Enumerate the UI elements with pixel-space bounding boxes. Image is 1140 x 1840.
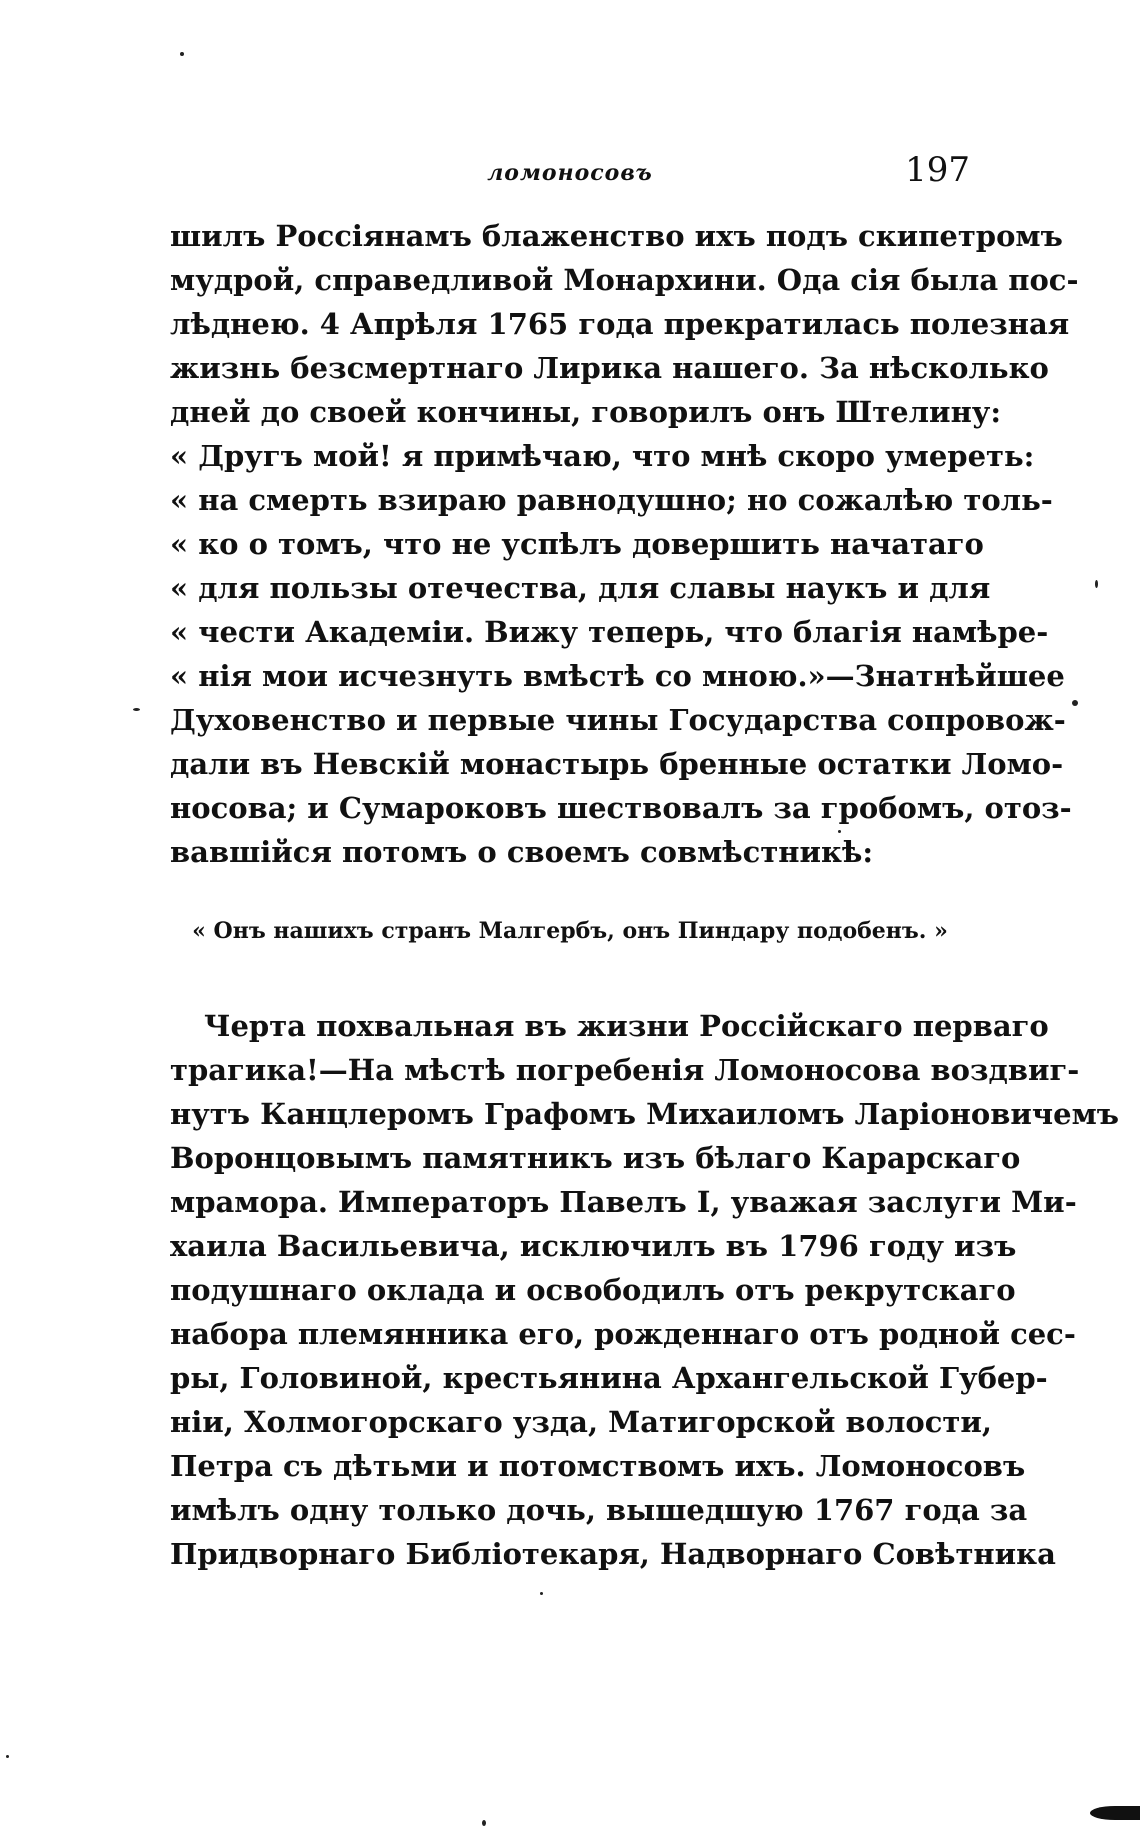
scan-speck (482, 1820, 486, 1826)
text-line: « Другъ мой! я примѣчаю, что мнѣ скоро умереть: (170, 439, 1035, 473)
text-line: лѣднею. 4 Апрѣля 1765 года прекратилась полезная (170, 307, 1070, 341)
verse-quote: « Онъ нашихъ странъ Малгербъ, онъ Пиндару подобенъ. » (192, 918, 948, 944)
scan-speck (1072, 700, 1078, 706)
text-line: « на смерть взираю равнодушно; но сожалѣю толь- (170, 483, 1053, 517)
text-line: подушнаго оклада и освободилъ отъ рекрутскаго (170, 1273, 1016, 1307)
scan-speck (6, 1755, 9, 1758)
text-line: шилъ Россіянамъ блаженство ихъ подъ скипетромъ (170, 219, 1063, 253)
text-line: имѣлъ одну только дочь, вышедшую 1767 года за (170, 1493, 1028, 1527)
text-line: Черта похвальная въ жизни Россійскаго перваго (204, 1009, 1049, 1043)
text-line: мрамора. Императоръ Павелъ I, уважая заслуги Ми- (170, 1185, 1077, 1219)
text-line: ніи, Холмогорскаго узда, Матигорской волости, (170, 1405, 992, 1439)
running-title: ломоносовъ (487, 160, 653, 186)
page-number: 197 (905, 150, 970, 190)
edge-mark (1090, 1806, 1140, 1820)
text-line: « нія мои исчезнуть вмѣстѣ со мною.»—Знатнѣйшее (170, 659, 1065, 693)
text-line: Петра съ дѣтьми и потомствомъ ихъ. Ломоносовъ (170, 1449, 1026, 1483)
paragraph-1 (170, 214, 1079, 874)
scan-speck (133, 708, 140, 711)
scan-speck (1095, 580, 1098, 588)
running-head (170, 150, 970, 200)
text-line: трагика!—На мѣстѣ погребенія Ломоносова воздвиг- (170, 1053, 1080, 1087)
scan-speck (838, 830, 841, 833)
text-line: Духовенство и первые чины Государства сопровож- (170, 703, 1066, 737)
text-line: вавшійся потомъ о своемъ совмѣстникѣ: (170, 835, 874, 869)
text-line: дали въ Невскій монастырь бренные остатки Ломо- (170, 747, 1064, 781)
text-line: « для пользы отечества, для славы наукъ и для (170, 571, 991, 605)
paragraph-2 (170, 1004, 1120, 1576)
text-line: ры, Головиной, крестьянина Архангельской Губер- (170, 1361, 1048, 1395)
text-line: дней до своей кончины, говорилъ онъ Штелину: (170, 395, 1002, 429)
text-line: « чести Академіи. Вижу теперь, что благія намѣре- (170, 615, 1049, 649)
text-line: « ко о томъ, что не успѣлъ довершить начатаго (170, 527, 984, 561)
text-line: набора племянника его, рожденнаго отъ родной сес- (170, 1317, 1076, 1351)
scan-speck (540, 1592, 543, 1595)
text-line: Придворнаго Библіотекаря, Надворнаго Совѣтника (170, 1537, 1056, 1571)
text-line: Воронцовымъ памятникъ изъ бѣлаго Карарскаго (170, 1141, 1021, 1175)
text-line: жизнь безсмертнаго Лирика нашего. За нѣсколько (170, 351, 1049, 385)
scan-speck (180, 52, 184, 56)
text-line: хаила Васильевича, исключилъ въ 1796 году изъ (170, 1229, 1017, 1263)
text-line: нутъ Канцлеромъ Графомъ Михаиломъ Ларіоновичемъ (170, 1097, 1120, 1131)
text-line: носова; и Сумароковъ шествовалъ за гробомъ, отоз- (170, 791, 1072, 825)
text-line: мудрой, справедливой Монархини. Ода сія была пос- (170, 263, 1079, 297)
